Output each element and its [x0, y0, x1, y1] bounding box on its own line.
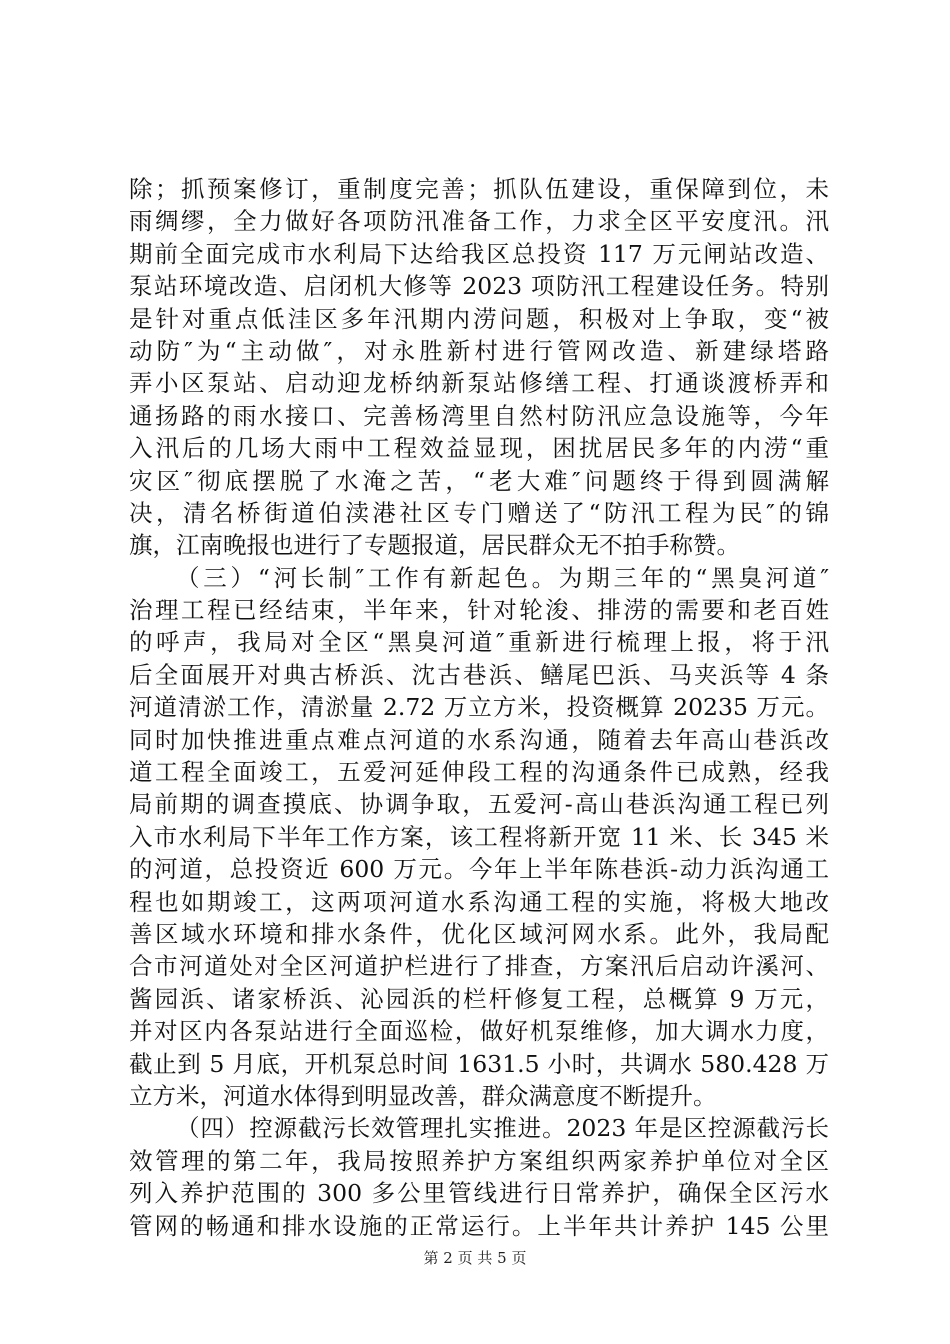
- text-line: 立方米，河道水体得到明显改善，群众满意度不断提升。: [129, 1081, 717, 1110]
- text-line: 除；抓预案修订，重制度完善；抓队伍建设，重保障到位，未: [129, 175, 829, 203]
- text-line: 并对区内各泵站进行全面巡检，做好机泵维修，加大调水力度，: [129, 1017, 829, 1046]
- text-line: 灾区″彻底摆脱了水淹之苦，“老大难″问题终于得到圆满解: [129, 466, 829, 495]
- text-line: 管网的畅通和排水设施的正常运行。上半年共计养护 145 公里: [129, 1211, 829, 1240]
- body-text: [129, 173, 829, 1242]
- text-line: 局前期的调查摸底、协调争取，五爱河-高山巷浜沟通工程已列: [129, 790, 829, 819]
- text-line: 通扬路的雨水接口、完善杨湾里自然村防汛应急设施等，今年: [129, 401, 829, 430]
- text-line: 期前全面完成市水利局下达给我区总投资 117 万元闸站改造、: [129, 239, 829, 268]
- text-line: 列入养护范围的 300 多公里管线进行日常养护，确保全区污水: [129, 1179, 829, 1208]
- text-line: 决，清名桥街道伯渎港社区专门赠送了“防汛工程为民″的锦: [129, 498, 829, 527]
- text-line: 截止到 5 月底，开机泵总时间 1631.5 小时，共调水 580.428 万: [129, 1049, 829, 1078]
- text-line: 程也如期竣工，这两项河道水系沟通工程的实施，将极大地改: [129, 887, 829, 916]
- text-line: 酱园浜、诸家桥浜、沁园浜的栏杆修复工程，总概算 9 万元，: [129, 984, 829, 1013]
- text-line: 入汛后的几场大雨中工程效益显现，困扰居民多年的内涝“重: [129, 434, 829, 463]
- text-line: 的呼声，我局对全区“黑臭河道″重新进行梳理上报，将于汛: [129, 628, 829, 657]
- text-line: （三）“河长制″工作有新起色。为期三年的“黑臭河道″: [176, 563, 829, 592]
- text-line: 是针对重点低洼区多年汛期内涝问题，积极对上争取，变“被: [129, 304, 829, 333]
- text-line: 入市水利局下半年工作方案，该工程将新开宽 11 米、长 345 米: [129, 822, 829, 851]
- text-line: 弄小区泵站、启动迎龙桥纳新泵站修缮工程、打通谈渡桥弄和: [129, 369, 829, 398]
- text-line: 合市河道处对全区河道护栏进行了排查，方案汛后启动许溪河、: [129, 952, 829, 981]
- text-line: 道工程全面竣工，五爱河延伸段工程的沟通条件已成熟，经我: [129, 758, 829, 787]
- text-line: 善区域水环境和排水条件，优化区域河网水系。此外，我局配: [129, 919, 829, 948]
- text-line: （四）控源截污长效管理扎实推进。2023 年是区控源截污长: [176, 1114, 829, 1143]
- text-line: 雨绸缪，全力做好各项防汛准备工作，力求全区平安度汛。汛: [129, 207, 829, 236]
- text-line: 河道清淤工作，清淤量 2.72 万立方米，投资概算 20235 万元。: [129, 693, 829, 722]
- page-footer: 第 2 页 共 5 页: [423, 1249, 527, 1267]
- text-line: 治理工程已经结束，半年来，针对轮浚、排涝的需要和老百姓: [129, 596, 829, 625]
- text-line: 后全面展开对典古桥浜、沈古巷浜、鳝尾巴浜、马夹浜等 4 条: [129, 660, 829, 689]
- text-line: 的河道，总投资近 600 万元。今年上半年陈巷浜-动力浜沟通工: [129, 855, 829, 884]
- text-line: 泵站环境改造、启闭机大修等 2023 项防汛工程建设任务。特别: [129, 272, 829, 301]
- text-line: 动防″为“主动做″，对永胜新村进行管网改造、新建绿塔路: [129, 336, 829, 365]
- text-line: 旗，江南晚报也进行了专题报道，居民群众无不拍手称赞。: [129, 531, 740, 560]
- text-line: 效管理的第二年，我局按照养护方案组织两家养护单位对全区: [129, 1146, 829, 1175]
- text-line: 同时加快推进重点难点河道的水系沟通，随着去年高山巷浜改: [129, 725, 829, 754]
